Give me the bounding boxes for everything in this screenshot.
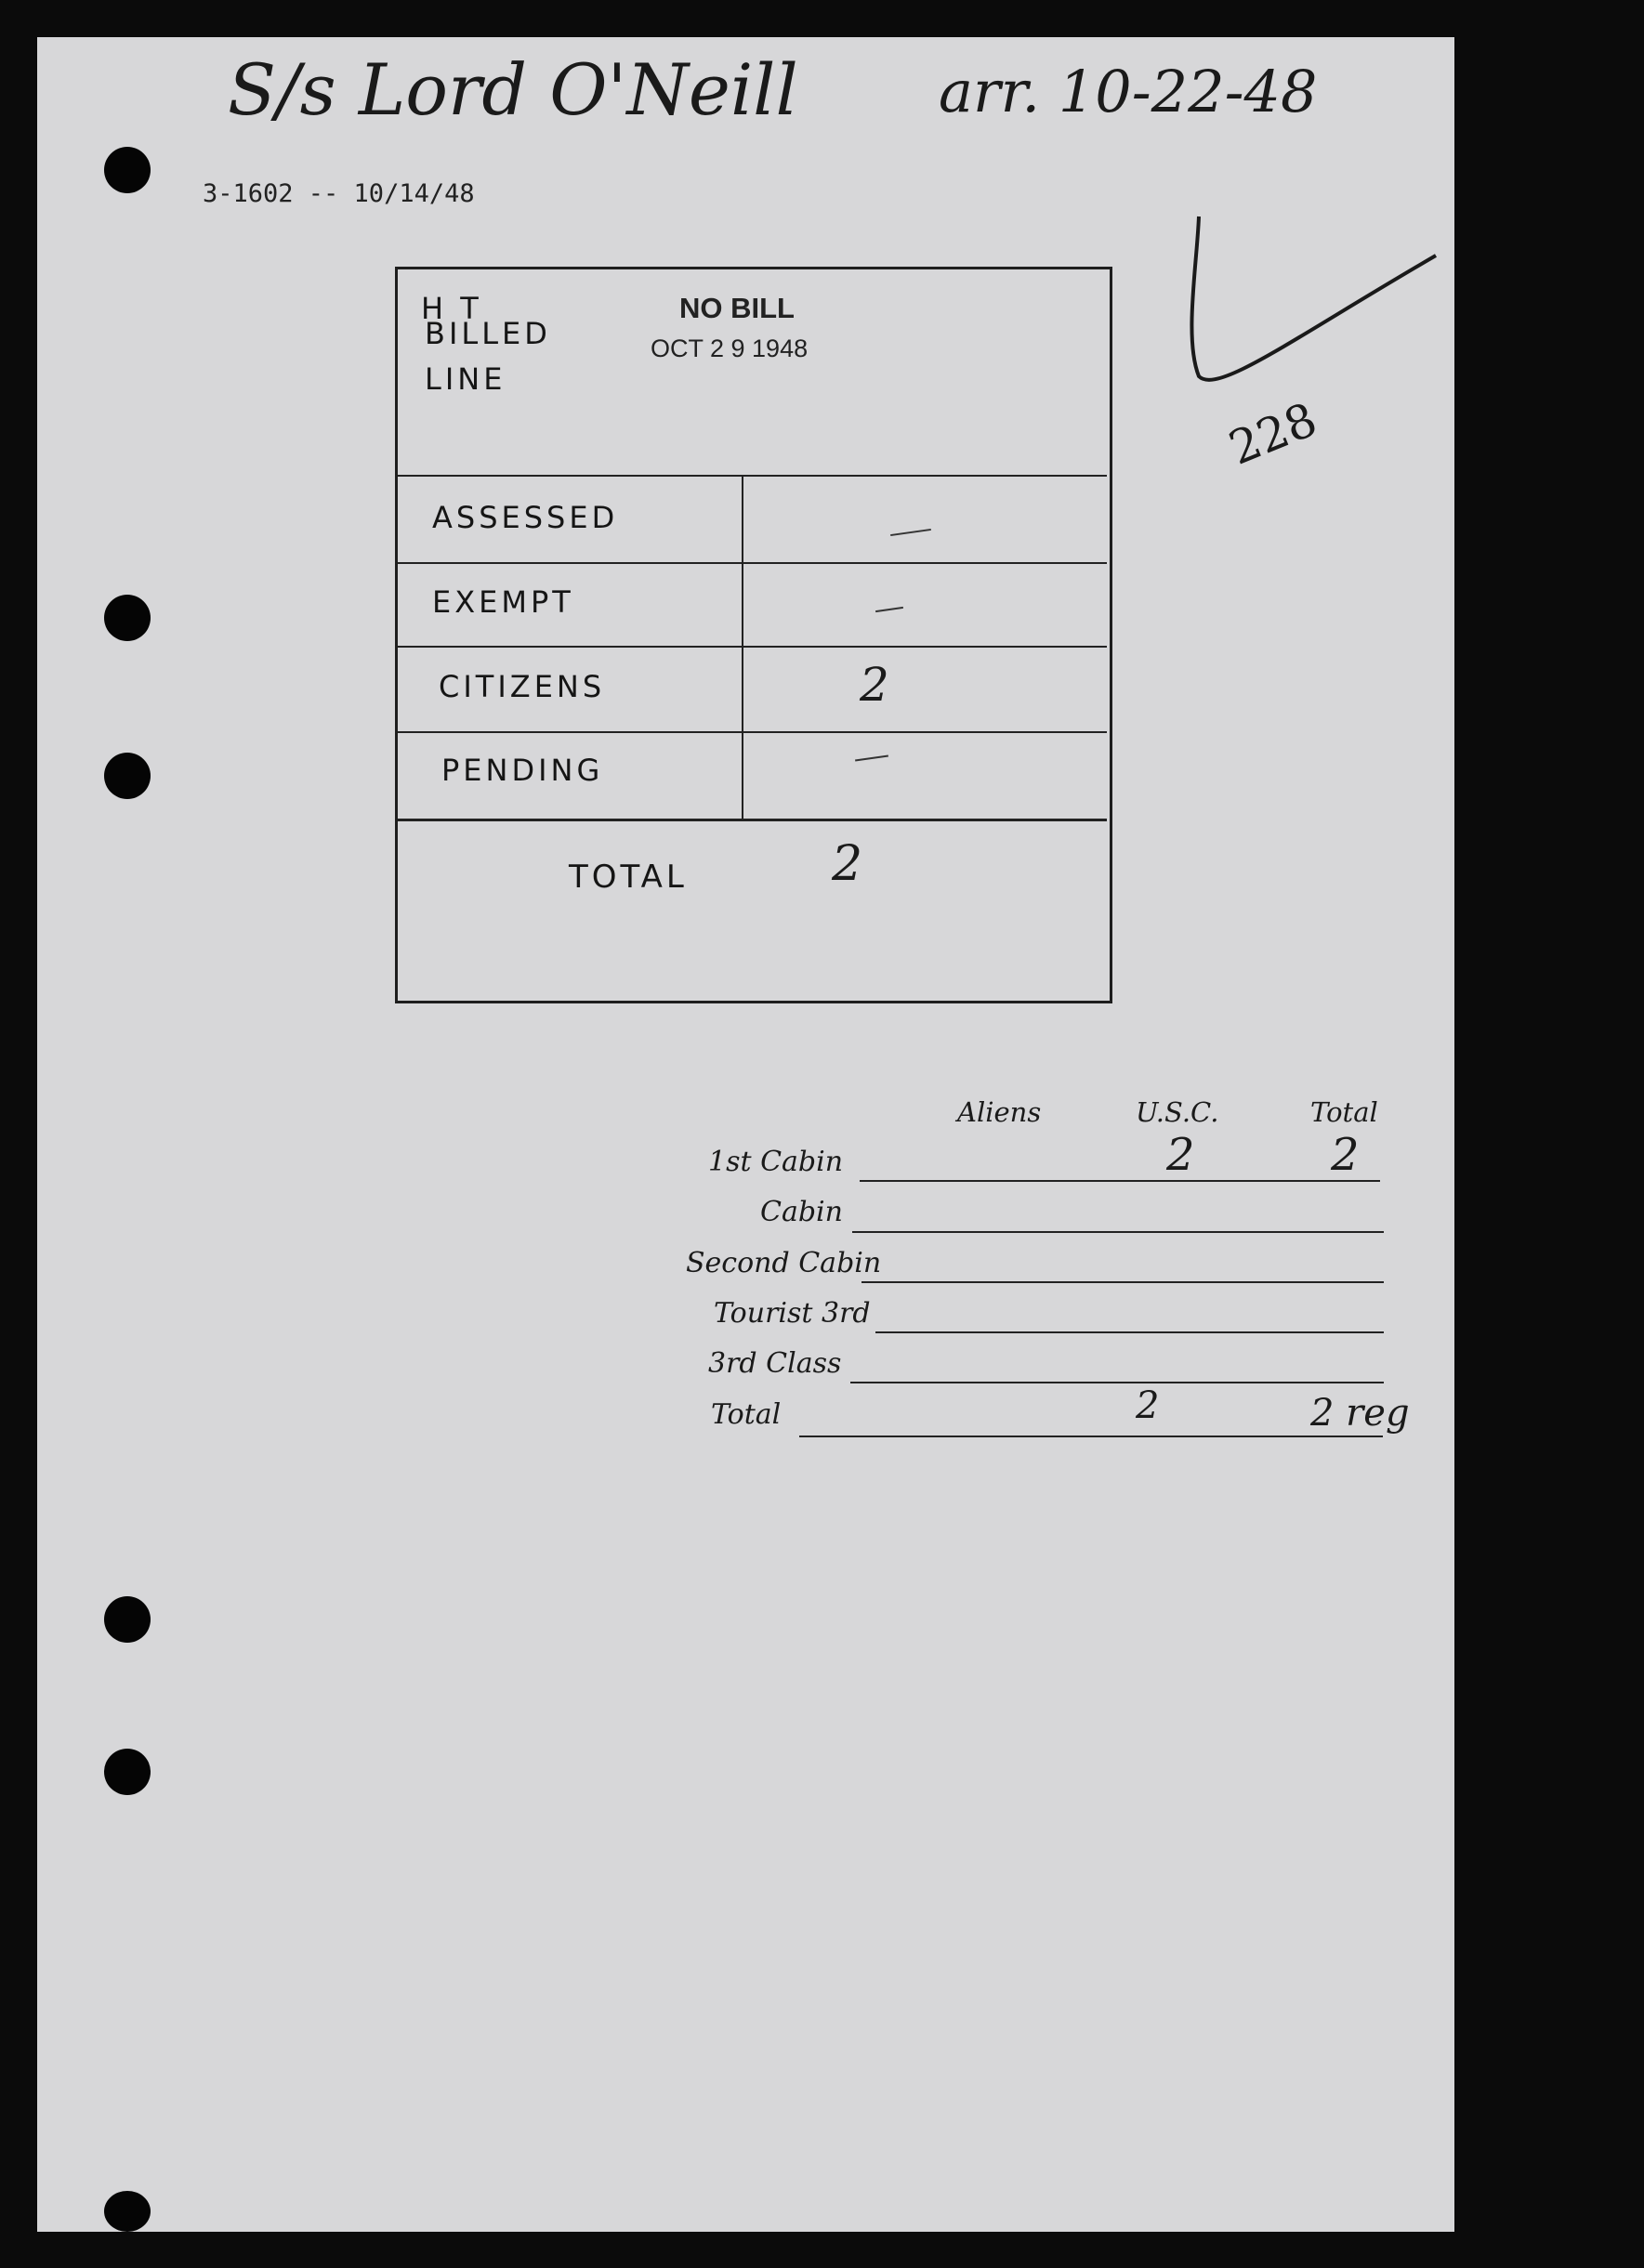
class-label: Tourist 3rd (714, 1297, 871, 1330)
no-bill-stamp: NO BILL (679, 292, 795, 324)
row-label-assessed: ASSESSED (432, 500, 619, 535)
usc-value: 2 (1136, 1384, 1160, 1427)
stamp-date: OCT 2 9 1948 (651, 334, 809, 362)
header-aliens: Aliens (957, 1096, 1042, 1128)
usc-value: 2 (1166, 1129, 1195, 1181)
total-value: 2 (1331, 1129, 1360, 1181)
check-mark-icon (1180, 209, 1445, 395)
divider (398, 562, 1107, 564)
divider (398, 646, 1107, 648)
punch-hole (104, 147, 151, 193)
billing-line-2: BILLED (425, 316, 551, 351)
punch-hole (104, 2191, 151, 2232)
divider (398, 819, 1107, 821)
file-reference: 3-1602 -- 10/14/48 (203, 179, 475, 208)
total-value: 2 (832, 836, 863, 892)
header-total: Total (1310, 1096, 1378, 1128)
divider (398, 731, 1107, 733)
entry-line (860, 1180, 1380, 1182)
page-number: 228 (1221, 392, 1324, 476)
row-label-pending: PENDING (441, 753, 604, 788)
punch-hole (104, 753, 151, 799)
class-label: Cabin (760, 1196, 843, 1228)
entry-line (861, 1281, 1384, 1283)
vessel-name: S/s Lord O'Neill (228, 48, 798, 131)
column-divider (742, 477, 743, 819)
total-value: 2 reg (1310, 1392, 1410, 1435)
punch-hole (104, 1749, 151, 1795)
row-label-citizens: CITIZENS (439, 669, 606, 704)
entry-line (850, 1382, 1384, 1383)
arrival-date: arr. 10-22-48 (939, 58, 1318, 125)
class-label: Second Cabin (686, 1247, 882, 1279)
punch-hole (104, 1596, 151, 1643)
header-usc: U.S.C. (1136, 1096, 1219, 1128)
total-label: TOTAL (569, 859, 688, 896)
class-label: 3rd Class (708, 1347, 842, 1380)
billing-line-3: LINE (425, 361, 506, 397)
divider (398, 475, 1107, 477)
class-label: 1st Cabin (708, 1146, 844, 1178)
billing-line-1: H T (421, 291, 482, 326)
entry-line (852, 1231, 1384, 1233)
row-label-exempt: EXEMPT (432, 584, 574, 620)
punch-hole (104, 595, 151, 641)
row-value-citizens: 2 (860, 658, 889, 712)
entry-line (799, 1436, 1383, 1437)
entry-line (875, 1331, 1384, 1333)
class-label: Total (711, 1398, 782, 1431)
